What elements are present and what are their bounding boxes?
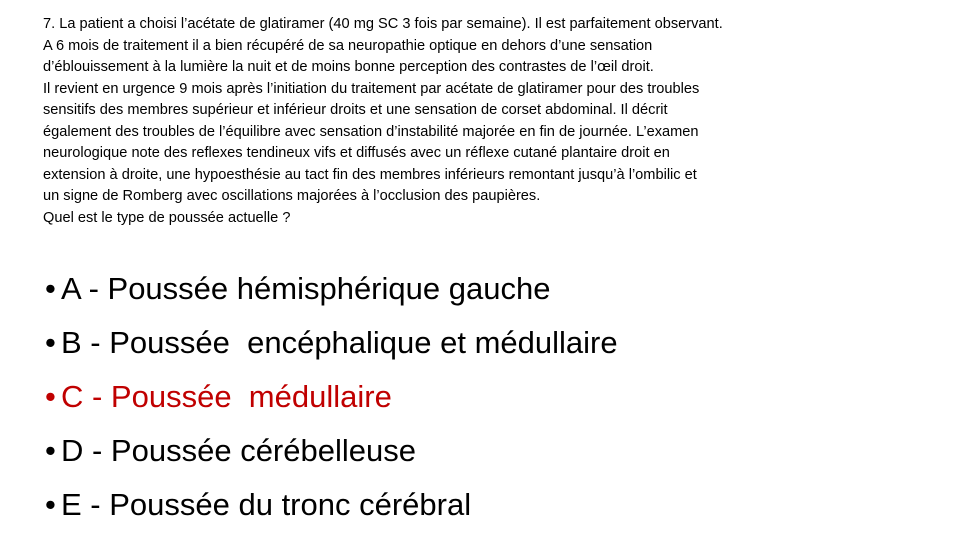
answer-list xyxy=(45,262,925,532)
bullet-icon: • xyxy=(45,487,56,522)
case-line-4: Il revient en urgence 9 mois après l’initiation du traitement par acétate de glatiramer pour des troubles xyxy=(43,80,700,97)
answer-option-d-label: D - Poussée cérébelleuse xyxy=(61,433,416,468)
answer-option-d xyxy=(45,424,925,478)
case-line-6: également des troubles de l’équilibre avec sensation d’instabilité majorée en fin de journée. L’examen xyxy=(43,123,699,140)
case-line-7: neurologique note des reflexes tendineux vifs et diffusés avec un réflexe cutané plantaire droit en xyxy=(43,145,670,161)
question-prompt: Quel est le type de poussée actuelle ? xyxy=(43,209,291,226)
answer-option-c-label: C - Poussée médullaire xyxy=(61,379,392,414)
answer-option-b-label: B - Poussée encéphalique et médullaire xyxy=(61,325,618,360)
answer-option-c-correct xyxy=(45,370,925,424)
answer-option-b xyxy=(45,316,925,370)
bullet-icon: • xyxy=(45,325,56,360)
bullet-icon: • xyxy=(45,433,56,468)
answer-option-a-label: A - Poussée hémisphérique gauche xyxy=(61,271,551,306)
answer-option-e xyxy=(45,478,925,532)
answer-option-e-label: E - Poussée du tronc cérébral xyxy=(61,487,472,522)
bullet-icon: • xyxy=(45,271,56,306)
case-description xyxy=(43,14,923,229)
case-line-8: extension à droite, une hypoesthésie au tact fin des membres inférieurs remontant jusqu’à l’ombilic et xyxy=(43,166,697,183)
case-line-9: un signe de Romberg avec oscillations majorées à l’occlusion des paupières. xyxy=(43,188,541,204)
case-line-2: A 6 mois de traitement il a bien récupéré de sa neuropathie optique en dehors d’une sensation xyxy=(43,37,653,54)
answer-option-a xyxy=(45,262,925,316)
case-line-3: d’éblouissement à la lumière la nuit et de moins bonne perception des contrastes de l’œil droit. xyxy=(43,59,654,75)
case-line-1: 7. La patient a choisi l’acétate de glatiramer (40 mg SC 3 fois par semaine). Il est parfaitement observant. xyxy=(43,16,723,32)
case-line-5: sensitifs des membres supérieur et inférieur droits et une sensation de corset abdominal. Il décrit xyxy=(43,102,668,118)
bullet-icon: • xyxy=(45,379,56,414)
